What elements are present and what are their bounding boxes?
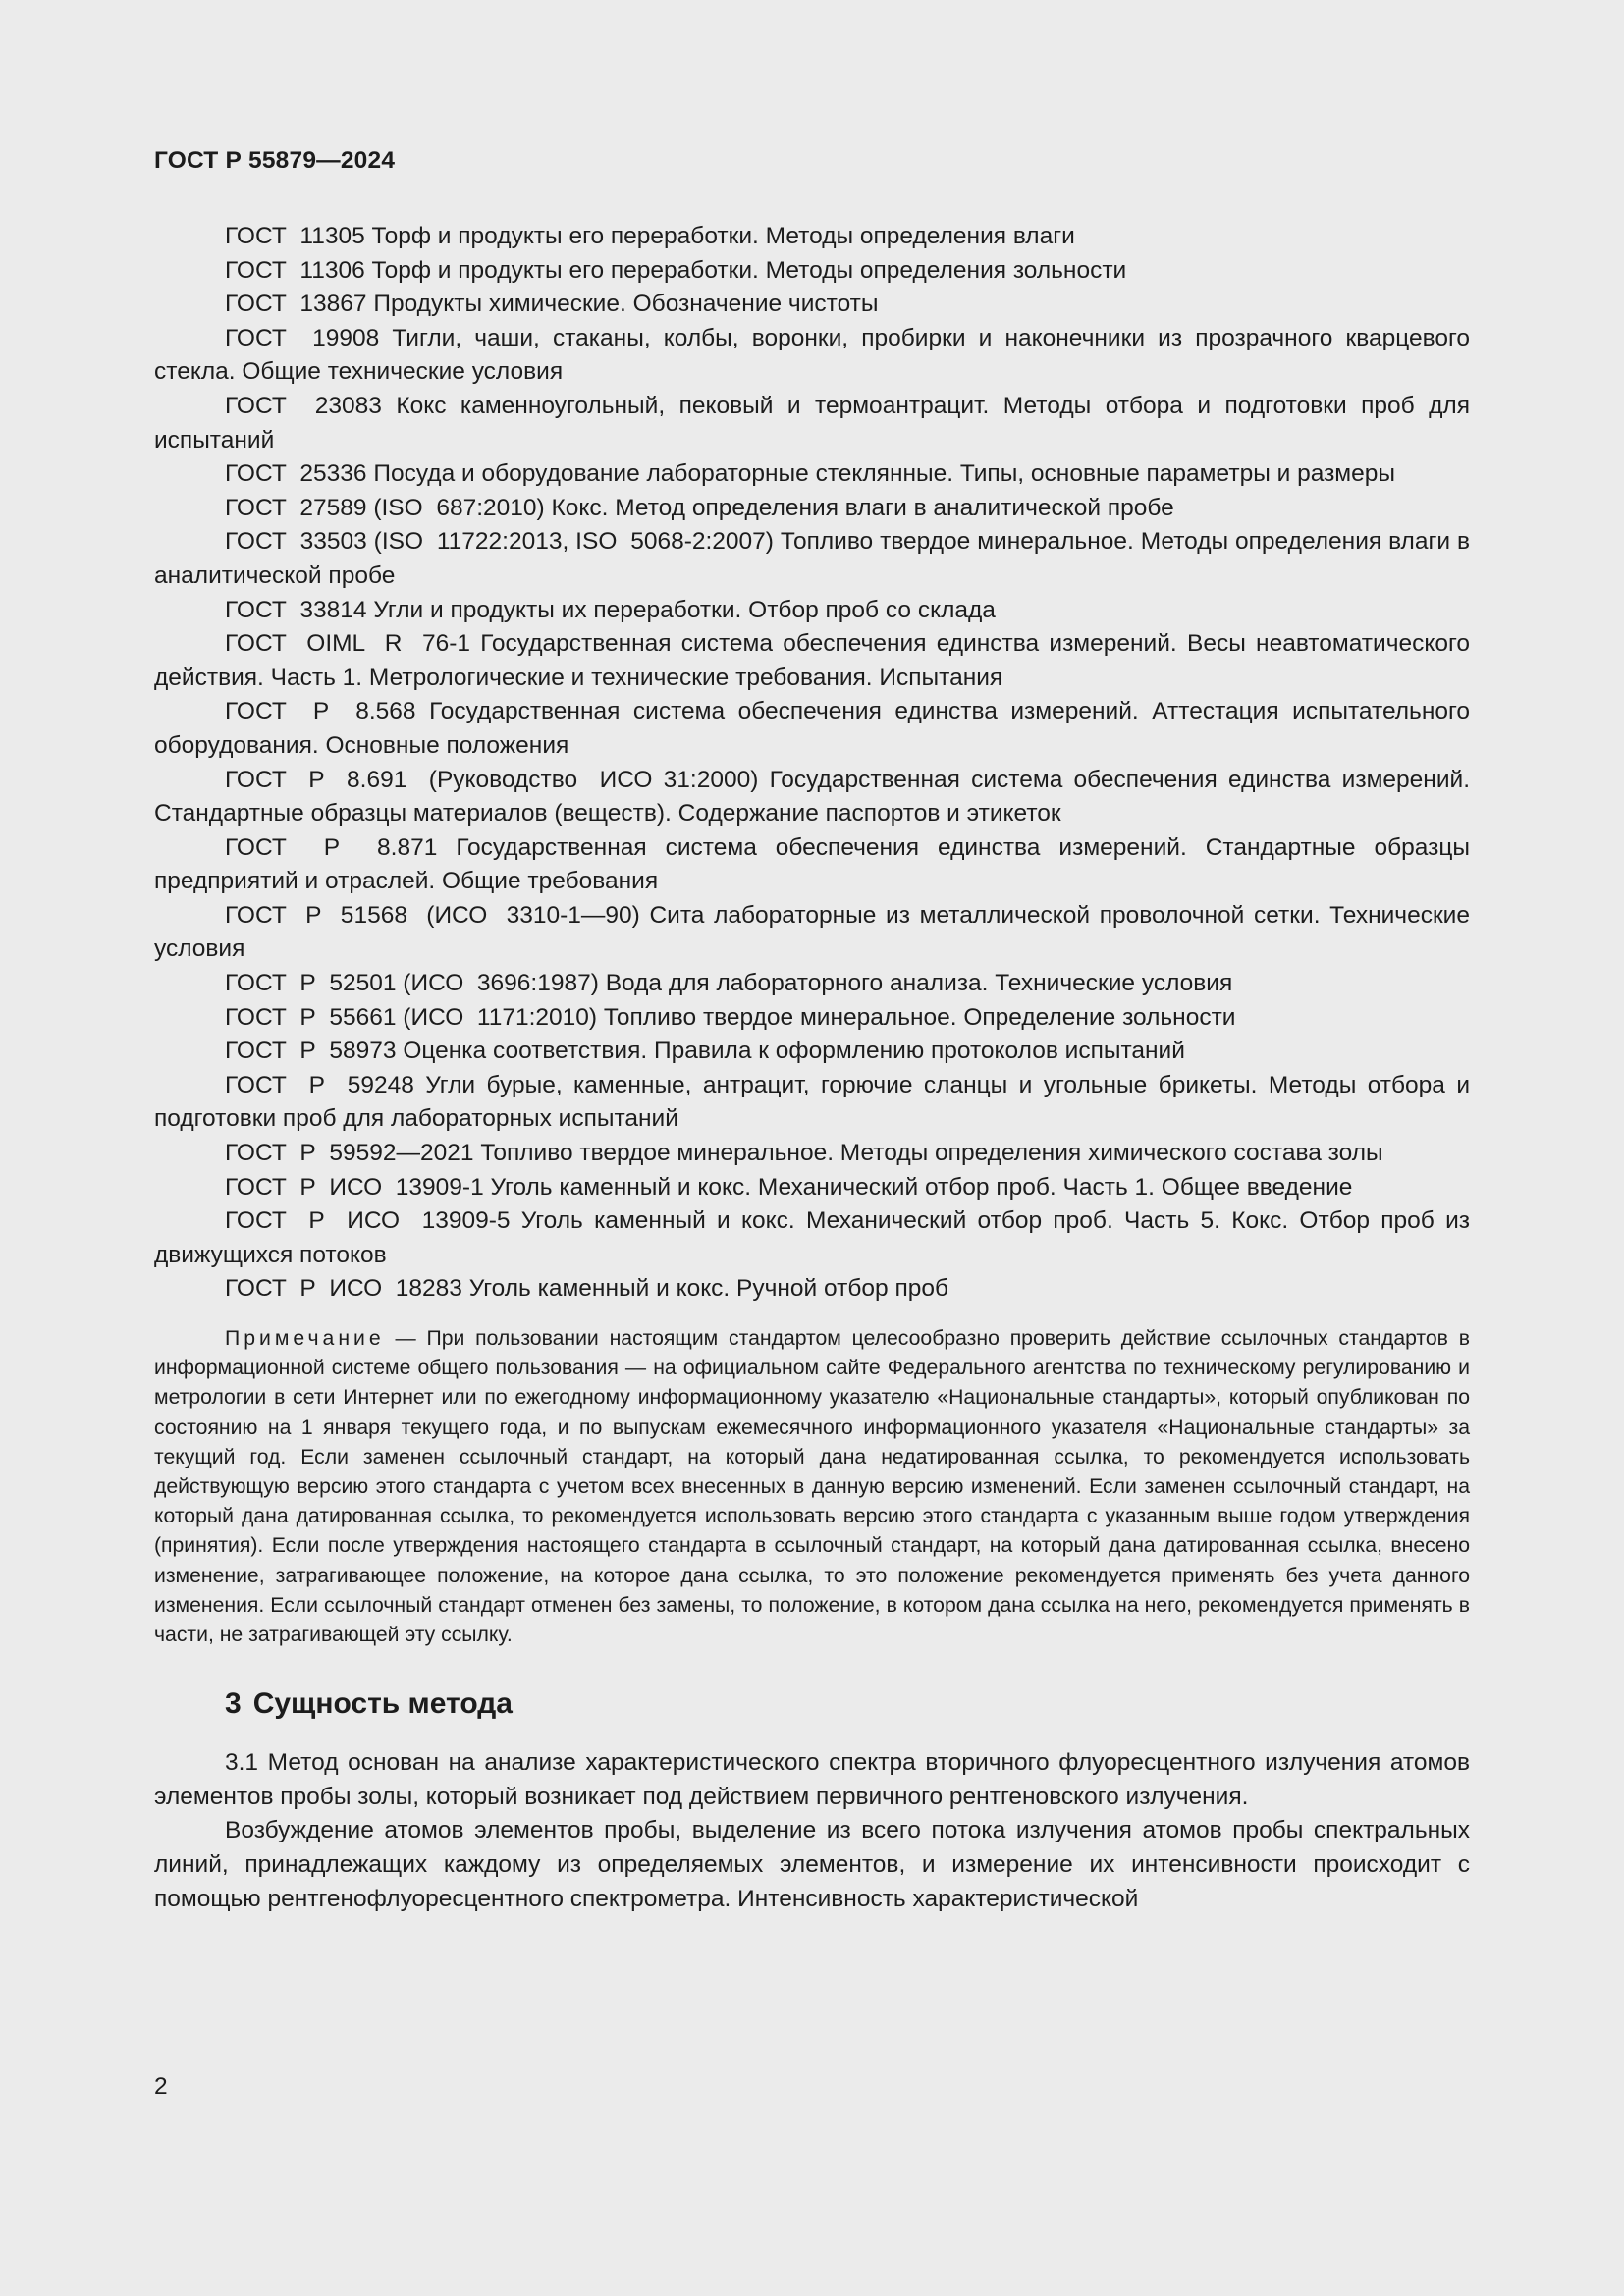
reference-title: Угли бурые, каменные, антрацит, горючие сланцы и угольные брикеты. Методы отбора и подготовки проб для лабораторных испытаний (154, 1071, 1470, 1133)
reference-item (154, 1035, 1470, 1069)
reference-title: Уголь каменный и кокс. Ручной отбор проб (468, 1275, 949, 1303)
reference-title: Кокс. Метод определения влаги в аналитической пробе (551, 494, 1174, 521)
reference-code: ГОСТ Р ИСО 13909-1 (225, 1173, 484, 1201)
reference-item (154, 457, 1470, 492)
reference-item (154, 1204, 1470, 1272)
reference-item (154, 390, 1470, 457)
body-paragraph: 3.1 Метод основан на анализе характеристического спектра вторичного флуоресцентного излучения атомов элементов пробы золы, который возникает под действием первичного рентгеновского излучения. (154, 1749, 1470, 1810)
reference-item (154, 695, 1470, 763)
note (154, 1324, 1470, 1650)
reference-code: ГОСТ 33814 (225, 596, 367, 623)
reference-code: ГОСТ Р 8.568 (225, 698, 416, 725)
reference-title: Государственная система обеспечения единства измерений. Весы неавтоматического действия. Часть 1. Метрологические и технические требования. Испытания (154, 630, 1471, 691)
reference-code: ГОСТ Р 51568 (ИСО 3310-1—90) (225, 901, 640, 929)
note-text: — При пользовании настоящим стандартом целесообразно проверить действие ссылочных стандартов в информационной системе общего пользования — на официальном сайте Федерального агентства по техническому регулированию и метрологии в сети Интернет или по ежегодному информационному указателю «Национальные стандарты», который опубликован по состоянию на 1 января текущего года, и по выпускам ежемесячного информационного указателя «Национальные стандарты» за текущий год. Если заменен ссылочный стандарт, на который дана недатированная ссылка, то рекомендуется использовать действующую версию этого стандарта с учетом всех внесенных в данную версию изменений. Если заменен ссылочный стандарт, на который дана датированная ссылка, то рекомендуется использовать версию этого стандарта с указанным выше годом утверждения (принятия). Если после утверждения настоящего стандарта в ссылочный стандарт, на который дана датированная ссылка, внесено изменение, затрагивающее положение, на которое дана ссылка, то это положение рекомендуется применять без учета данного изменения. Если ссылочный стандарт отменен без замены, то положение, в котором дана ссылка на него, рекомендуется применять в части, не затрагивающей эту ссылку. (154, 1327, 1470, 1647)
body-paragraph: Возбуждение атомов элементов пробы, выделение из всего потока излучения атомов пробы спектральных линий, принадлежащих каждому из определяемых элементов, и измерение их интенсивности происходит с помощью рентгенофлуоресцентного спектрометра. Интенсивность характеристической (154, 1817, 1470, 1912)
reference-title: Уголь каменный и кокс. Механический отбор проб. Часть 1. Общее введение (490, 1173, 1353, 1201)
reference-code: ГОСТ 23083 (225, 392, 382, 419)
reference-code: ГОСТ Р ИСО 18283 (225, 1275, 462, 1303)
reference-code: ГОСТ Р 52501 (ИСО 3696:1987) (225, 970, 599, 997)
reference-item (154, 525, 1470, 593)
reference-code: ГОСТ Р ИСО 13909-5 (225, 1207, 511, 1235)
reference-item (154, 1272, 1470, 1307)
reference-title: Оценка соответствия. Правила к оформлению протоколов испытаний (403, 1038, 1185, 1065)
reference-item (154, 1171, 1470, 1205)
reference-code: ГОСТ 27589 (ISO 687:2010) (225, 494, 545, 521)
reference-title: Топливо твердое минеральное. Методы определения влаги в аналитической пробе (154, 528, 1470, 589)
section-heading (154, 1687, 1470, 1721)
reference-code: ГОСТ Р 59592—2021 (225, 1140, 474, 1167)
reference-code: ГОСТ 25336 (225, 460, 367, 488)
reference-item (154, 1001, 1470, 1036)
reference-title: Государственная система обеспечения единства измерений. Аттестация испытательного оборудования. Основные положения (154, 698, 1470, 759)
reference-code: ГОСТ 13867 (225, 291, 367, 318)
reference-title: Торф и продукты его переработки. Методы определения зольности (371, 256, 1127, 284)
reference-title: Сита лабораторные из металлической проволочной сетки. Технические условия (154, 901, 1470, 963)
reference-item (154, 288, 1470, 322)
reference-title: Угли и продукты их переработки. Отбор проб со склада (373, 596, 996, 623)
reference-title: Государственная система обеспечения единства измерений. Стандартные образцы материалов (веществ). Содержание паспортов и этикеток (154, 766, 1470, 828)
section-number: 3 (225, 1687, 242, 1721)
reference-title: Топливо твердое минеральное. Определение зольности (603, 1003, 1236, 1031)
reference-code: ГОСТ 33503 (ISO 11722:2013, ISO 5068-2:2007) (225, 528, 774, 556)
reference-item (154, 1069, 1470, 1137)
reference-item (154, 1137, 1470, 1171)
reference-title: Тигли, чаши, стаканы, колбы, воронки, пробирки и наконечники из прозрачного кварцевого стекла. Общие технические условия (154, 324, 1470, 386)
reference-item (154, 764, 1470, 831)
reference-code: ГОСТ 11305 (225, 223, 365, 249)
reference-item (154, 220, 1470, 254)
reference-item (154, 492, 1470, 526)
reference-item (154, 899, 1470, 967)
reference-title: Торф и продукты его переработки. Методы определения влаги (371, 223, 1075, 249)
reference-item (154, 594, 1470, 628)
reference-item (154, 322, 1470, 390)
reference-code: ГОСТ Р 55661 (ИСО 1171:2010) (225, 1003, 598, 1031)
section-body (154, 1746, 1470, 1916)
reference-title: Кокс каменноугольный, пековый и термоантрацит. Методы отбора и подготовки проб для испытаний (154, 392, 1470, 454)
reference-item (154, 967, 1470, 1001)
reference-title: Уголь каменный и кокс. Механический отбор проб. Часть 5. Кокс. Отбор проб из движущихся потоков (154, 1207, 1471, 1268)
reference-title: Топливо твердое минеральное. Методы определения химического состава золы (480, 1140, 1383, 1167)
page-number: 2 (154, 2073, 168, 2100)
reference-code: ГОСТ OIML R 76-1 (225, 630, 470, 658)
section-title: Сущность метода (252, 1687, 513, 1721)
reference-code: ГОСТ Р 59248 (225, 1071, 414, 1098)
reference-code: ГОСТ Р 58973 (225, 1038, 397, 1065)
reference-code: ГОСТ Р 8.691 (Руководство ИСО 31:2000) (225, 766, 759, 793)
reference-code: ГОСТ 19908 (225, 324, 380, 351)
reference-title: Продукты химические. Обозначение чистоты (373, 291, 879, 318)
normative-references-list (154, 220, 1470, 1307)
reference-code: ГОСТ Р 8.871 (225, 833, 438, 861)
reference-title: Вода для лабораторного анализа. Технические условия (605, 970, 1233, 997)
reference-title: Посуда и оборудование лабораторные стеклянные. Типы, основные параметры и размеры (373, 460, 1396, 488)
reference-item (154, 831, 1470, 899)
reference-item (154, 627, 1470, 695)
reference-item (154, 254, 1470, 289)
reference-title: Государственная система обеспечения единства измерений. Стандартные образцы предприятий и отраслей. Общие требования (154, 833, 1471, 895)
note-label: Примечание (225, 1327, 385, 1350)
reference-code: ГОСТ 11306 (225, 256, 365, 284)
running-header: ГОСТ Р 55879—2024 (154, 147, 396, 174)
